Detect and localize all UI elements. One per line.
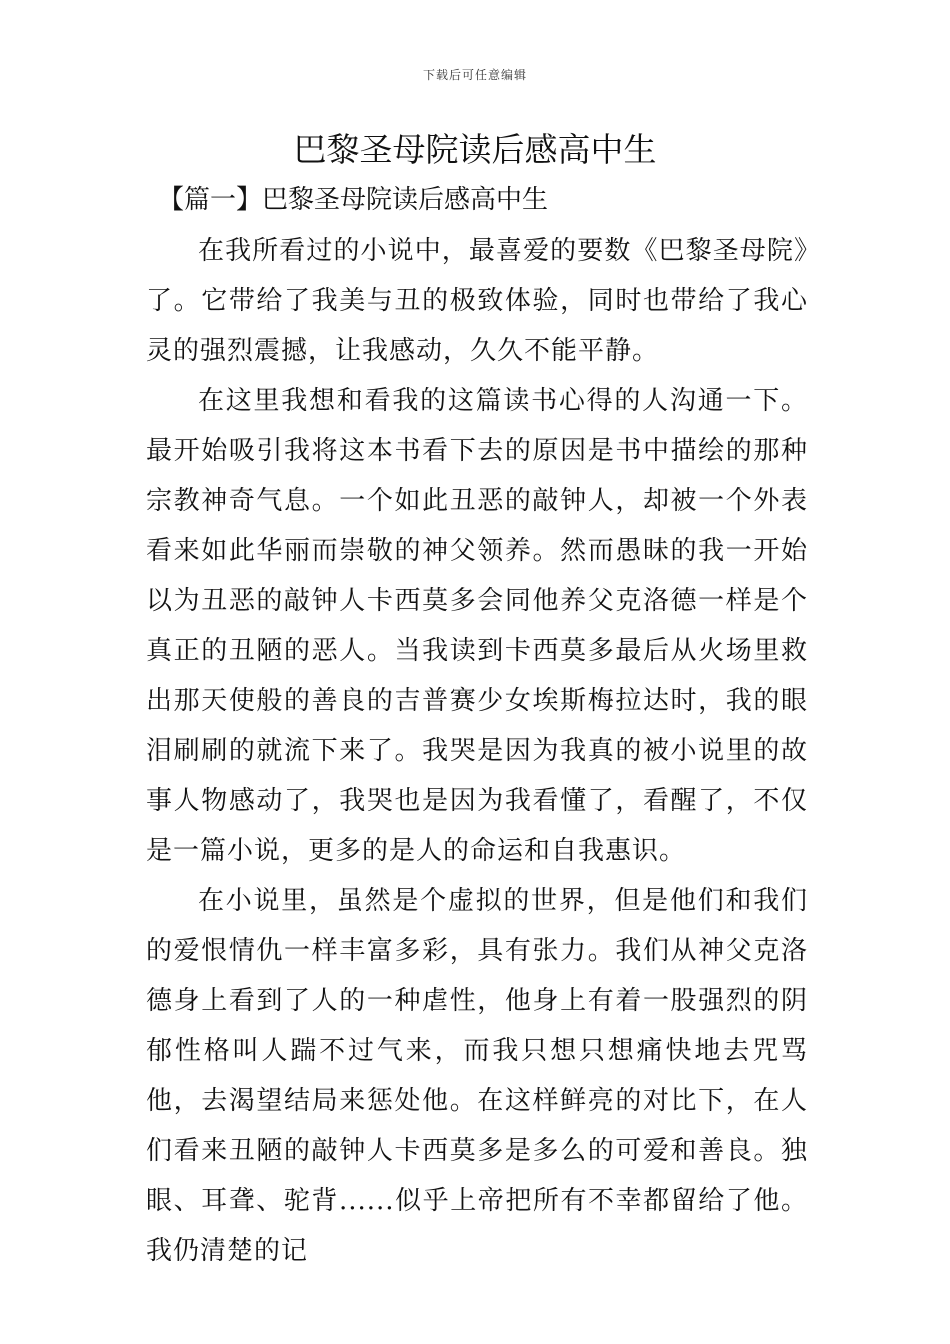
body-text [146,226,808,1276]
paragraph-3: 在小说里，虽然是个虚拟的世界，但是他们和我们的爱恨情仇一样丰富多彩，具有张力。我们从神父克洛德身上看到了人的一种虐性，他身上有着一股强烈的阴郁性格叫人踹不过气来，而我只想只想痛快地去咒骂他，去渴望结局来惩处他。在这样鲜亮的对比下，在人们看来丑陋的敲钟人卡西莫多是多么的可爱和善良。独眼、耳聋、驼背......似乎上帝把所有不幸都留给了他。我仍清楚的记 [146,886,808,1266]
page-title: 巴黎圣母院读后感高中生 [293,130,657,169]
section-heading: 【篇一】巴黎圣母院读后感高中生 [158,185,549,215]
paragraph-1: 在我所看过的小说中，最喜爱的要数《巴黎圣母院》了。它带给了我美与丑的极致体验，同时也带给了我心灵的强烈震撼，让我感动，久久不能平静。 [146,236,808,366]
header-note: 下载后可任意编辑 [422,68,527,82]
paragraph-2: 在这里我想和看我的这篇读书心得的人沟通一下。最开始吸引我将这本书看下去的原因是书中描绘的那种宗教神奇气息。一个如此丑恶的敲钟人，却被一个外表看来如此华丽而崇敬的神父领养。然而愚昧的我一开始以为丑恶的敲钟人卡西莫多会同他养父克洛德一样是个真正的丑陋的恶人。当我读到卡西莫多最后从火场里救出那天使般的善良的吉普赛少女埃斯梅拉达时，我的眼泪刷刷的就流下来了。我哭是因为我真的被小说里的故事人物感动了，我哭也是因为我看懂了，看醒了，不仅是一篇小说，更多的是人的命运和自我惠识。 [146,386,808,866]
